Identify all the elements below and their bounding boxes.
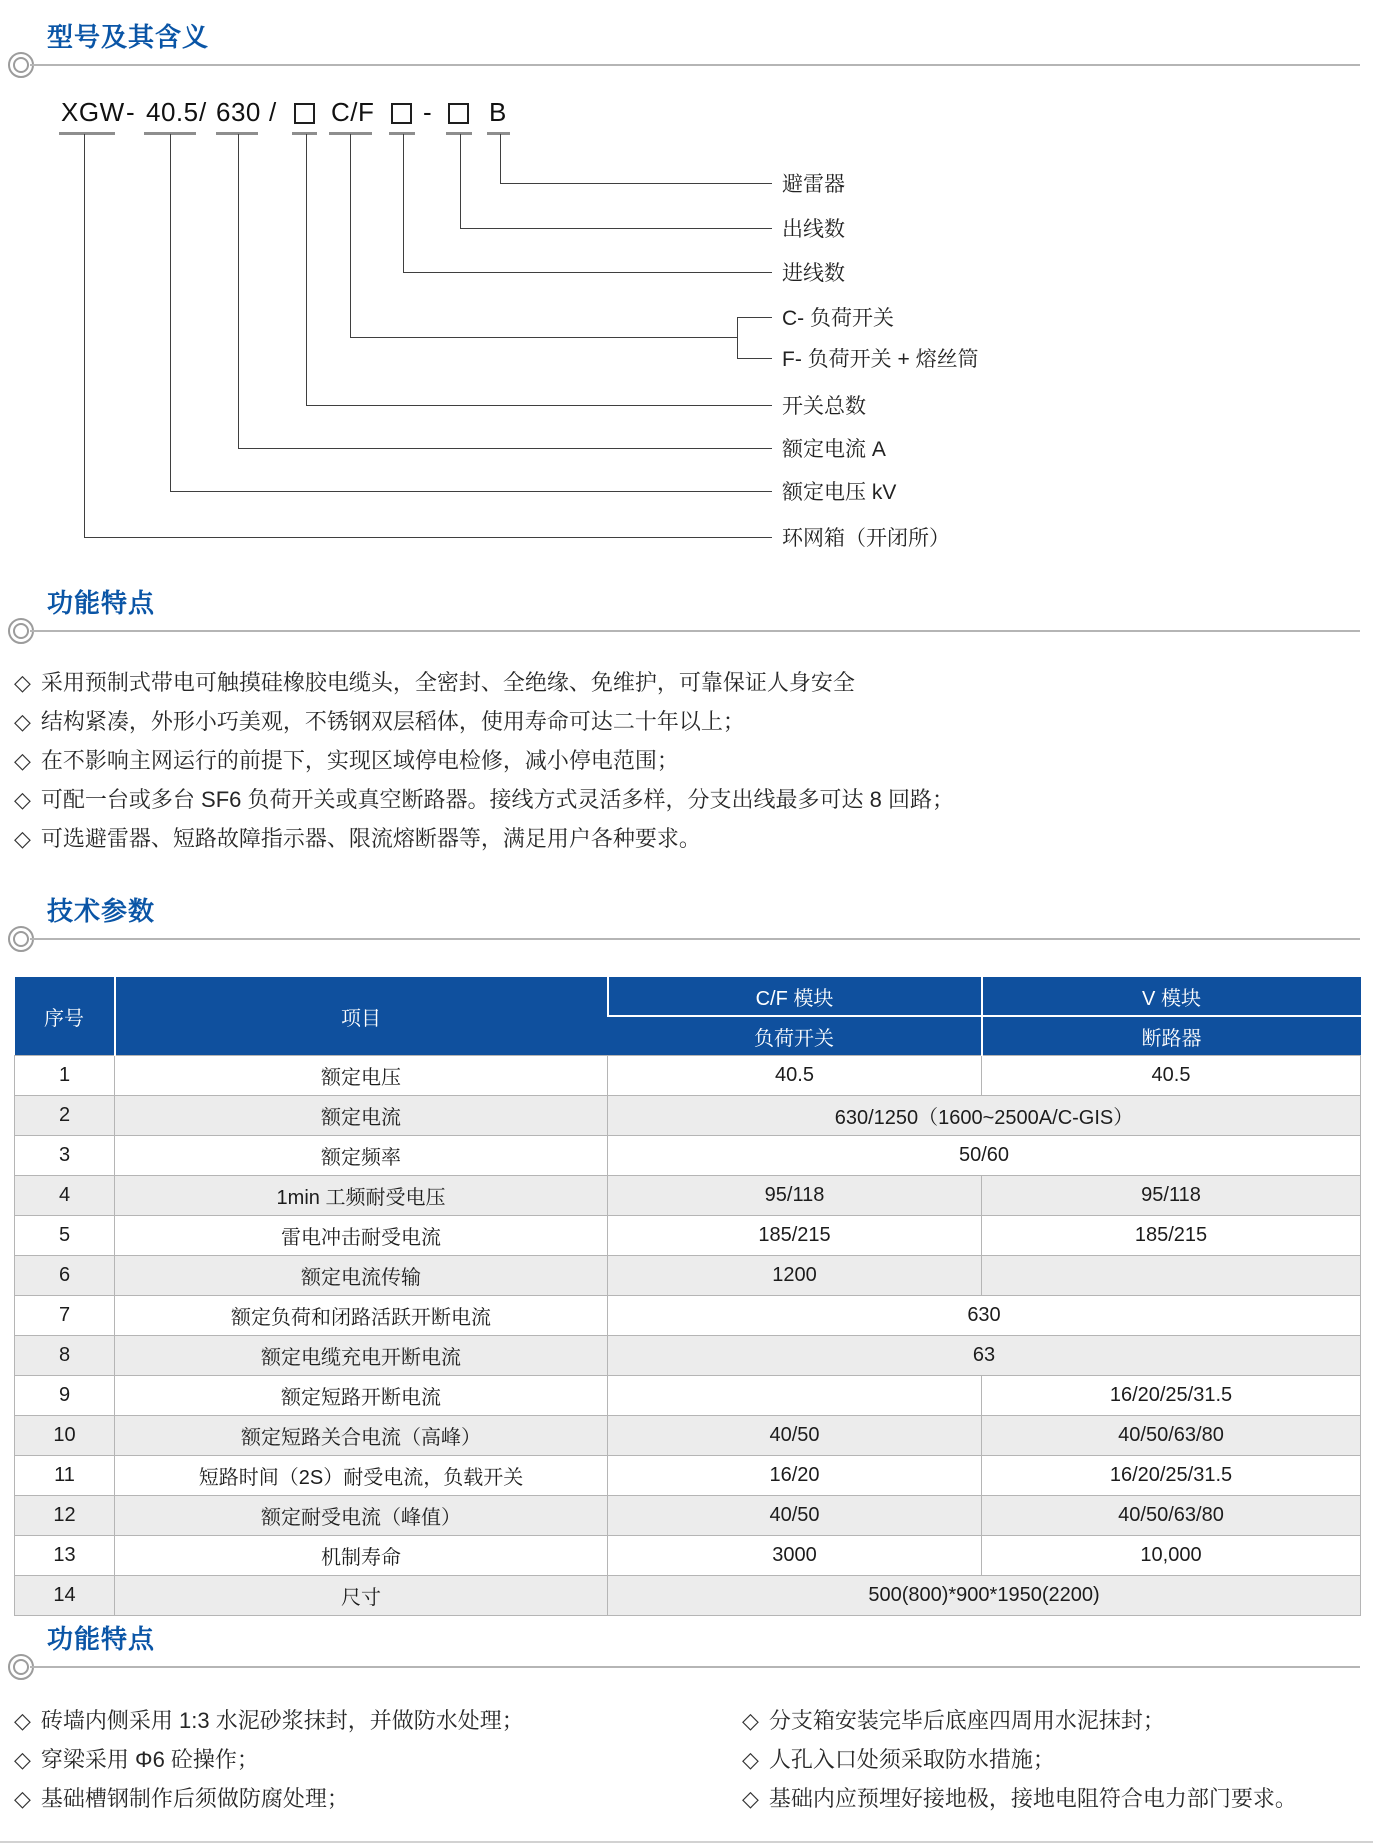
list-item (14, 702, 954, 741)
model-code-sep: - (423, 97, 433, 127)
diamond-bullet-icon: ◇ (14, 1786, 31, 1811)
box-placeholder-incoming (391, 103, 412, 124)
diagram-line (306, 134, 307, 405)
cell-item: 额定电压 (115, 1056, 608, 1096)
diamond-bullet-icon: ◇ (14, 709, 31, 734)
table-row (15, 1176, 1361, 1216)
diamond-bullet-icon: ◇ (14, 748, 31, 773)
cell-cf: 40/50 (608, 1416, 982, 1456)
col-header-cf-module: C/F 模块 (608, 977, 982, 1016)
cell-no: 4 (15, 1176, 115, 1216)
diagram-line (84, 134, 85, 537)
cell-v: 40/50/63/80 (982, 1496, 1361, 1536)
section-title: 技术参数 (47, 896, 156, 926)
diamond-bullet-icon: ◇ (14, 1747, 31, 1772)
cell-item: 额定电缆充电开断电流 (115, 1336, 608, 1376)
table-row (15, 1096, 1361, 1136)
feature-text: 分支箱安装完毕后底座四周用水泥抹封； (768, 1708, 1165, 1733)
cell-merged: 630 (608, 1296, 1361, 1336)
cell-v: 16/20/25/31.5 (982, 1456, 1361, 1496)
model-code-switch-type: C/F (331, 97, 375, 127)
diamond-bullet-icon: ◇ (14, 670, 31, 695)
diagram-line (500, 183, 772, 184)
cell-v (982, 1256, 1361, 1296)
cell-cf: 16/20 (608, 1456, 982, 1496)
section-features-top (0, 588, 1373, 644)
table-row (15, 1536, 1361, 1576)
list-item (14, 780, 954, 819)
cell-v: 40/50/63/80 (982, 1416, 1361, 1456)
feature-text: 采用预制式带电可触摸硅橡胶电缆头，全密封、全绝缘、免维护，可靠保证人身安全 (40, 670, 855, 695)
col-header-item: 项目 (115, 977, 608, 1056)
cell-item: 额定频率 (115, 1136, 608, 1176)
ring-inner-icon (13, 623, 29, 639)
feature-text: 可选避雷器、短路故障指示器、限流熔断器等，满足用户各种要求。 (40, 826, 701, 851)
features-top-list (14, 663, 954, 858)
box-placeholder-outgoing (448, 103, 469, 124)
code-underline (216, 132, 258, 135)
diagram-line (238, 134, 239, 448)
cell-no: 7 (15, 1296, 115, 1336)
section-divider (0, 926, 1373, 952)
divider-line (30, 1666, 1360, 1668)
cell-item: 额定耐受电流（峰值） (115, 1496, 608, 1536)
code-underline (389, 132, 415, 135)
diagram-line (306, 405, 772, 406)
table-row (15, 1376, 1361, 1416)
diagram-line (403, 134, 404, 272)
cell-cf: 3000 (608, 1536, 982, 1576)
list-item (14, 663, 954, 702)
diagram-line (403, 272, 772, 273)
cell-no: 6 (15, 1256, 115, 1296)
col-subheader-cf: 负荷开关 (608, 1016, 982, 1056)
diagram-line (737, 317, 772, 318)
diamond-bullet-icon: ◇ (14, 826, 31, 851)
feature-text: 在不影响主网运行的前提下，实现区域停电检修，减小停电范围； (40, 748, 679, 773)
code-underline (292, 132, 317, 135)
diagram-label-c-switch: C- 负荷开关 (782, 307, 894, 330)
model-code-voltage: 40.5 (146, 97, 199, 127)
cell-merged: 63 (608, 1336, 1361, 1376)
code-underline (59, 132, 115, 135)
diagram-label-arrester: 避雷器 (782, 173, 845, 196)
diamond-bullet-icon: ◇ (742, 1786, 759, 1811)
diamond-bullet-icon: ◇ (742, 1747, 759, 1772)
cell-cf: 40/50 (608, 1496, 982, 1536)
code-underline (446, 132, 472, 135)
cell-item: 额定电流传输 (115, 1256, 608, 1296)
table-row (15, 1496, 1361, 1536)
diagram-label-rated-current: 额定电流 A (782, 438, 886, 461)
list-item (14, 1740, 524, 1779)
table-header-row (15, 977, 1361, 1016)
cell-no: 5 (15, 1216, 115, 1256)
section-title: 功能特点 (47, 1624, 156, 1654)
diagram-bracket (737, 317, 738, 359)
cell-item: 1min 工频耐受电压 (115, 1176, 608, 1216)
feature-text: 人孔入口处须采取防水措施； (768, 1747, 1055, 1772)
feature-text: 结构紧凑，外形小巧美观，不锈钢双层稻体，使用寿命可达二十年以上； (40, 709, 745, 734)
diagram-line (350, 337, 737, 338)
cell-v: 40.5 (982, 1056, 1361, 1096)
cell-cf: 1200 (608, 1256, 982, 1296)
cell-cf: 40.5 (608, 1056, 982, 1096)
cell-item: 机制寿命 (115, 1536, 608, 1576)
box-placeholder-switch-total (294, 103, 315, 124)
cell-v: 10,000 (982, 1536, 1361, 1576)
cell-item: 额定负荷和闭路活跃开断电流 (115, 1296, 608, 1336)
table-row (15, 1576, 1361, 1616)
diagram-label-outgoing: 出线数 (782, 218, 845, 241)
cell-no: 8 (15, 1336, 115, 1376)
list-item (742, 1779, 1297, 1818)
diagram-label-f-switch: F- 负荷开关 + 熔丝筒 (782, 348, 979, 371)
features-bottom-left-list (14, 1701, 524, 1818)
cell-no: 11 (15, 1456, 115, 1496)
divider-line (30, 938, 1360, 940)
ring-inner-icon (13, 931, 29, 947)
table-row (15, 1296, 1361, 1336)
list-item (742, 1740, 1297, 1779)
diagram-label-ring-main-box: 环网箱（开闭所） (782, 527, 950, 550)
section-title: 功能特点 (47, 588, 156, 618)
divider-line (30, 630, 1360, 632)
cell-merged: 50/60 (608, 1136, 1361, 1176)
cell-v: 95/118 (982, 1176, 1361, 1216)
cell-no: 3 (15, 1136, 115, 1176)
diagram-line (84, 537, 772, 538)
list-item (14, 741, 954, 780)
model-code-sep: / (199, 97, 207, 127)
diagram-label-total-switches: 开关总数 (782, 395, 866, 418)
cell-merged: 630/1250（1600~2500A/C-GIS） (608, 1096, 1361, 1136)
section-divider (0, 1654, 1373, 1680)
table-row (15, 1056, 1361, 1096)
model-code-arrester-mark: B (489, 97, 507, 127)
table-row (15, 1216, 1361, 1256)
cell-no: 9 (15, 1376, 115, 1416)
cell-item: 雷电冲击耐受电流 (115, 1216, 608, 1256)
tech-params-table (14, 977, 1361, 1616)
model-code-sep: - (126, 97, 136, 127)
section-tech-params (0, 896, 1373, 952)
diagram-line (500, 134, 501, 183)
feature-text: 基础内应预埋好接地极，接地电阻符合电力部门要求。 (768, 1786, 1297, 1811)
feature-text: 砖墙内侧采用 1:3 水泥砂浆抹封，并做防水处理； (40, 1708, 524, 1733)
diamond-bullet-icon: ◇ (14, 787, 31, 812)
cell-cf: 95/118 (608, 1176, 982, 1216)
diagram-label-rated-voltage: 额定电压 kV (782, 481, 897, 504)
cell-no: 10 (15, 1416, 115, 1456)
cell-item: 额定短路关合电流（高峰） (115, 1416, 608, 1456)
model-code-current: 630 (216, 97, 261, 127)
cell-v: 16/20/25/31.5 (982, 1376, 1361, 1416)
list-item (14, 1701, 524, 1740)
col-subheader-v: 断路器 (982, 1016, 1361, 1056)
diagram-line (238, 448, 772, 449)
cell-no: 2 (15, 1096, 115, 1136)
diagram-line (460, 228, 772, 229)
cell-no: 1 (15, 1056, 115, 1096)
cell-no: 14 (15, 1576, 115, 1616)
ring-inner-icon (13, 1659, 29, 1675)
diagram-line (460, 134, 461, 228)
list-item (742, 1701, 1297, 1740)
diamond-bullet-icon: ◇ (742, 1708, 759, 1733)
feature-text: 可配一台或多台 SF6 负荷开关或真空断路器。接线方式灵活多样，分支出线最多可达 8 回路； (40, 787, 954, 812)
feature-text: 基础槽钢制作后须做防腐处理； (40, 1786, 349, 1811)
cell-no: 12 (15, 1496, 115, 1536)
cell-cf: 185/215 (608, 1216, 982, 1256)
list-item (14, 819, 954, 858)
table-row (15, 1256, 1361, 1296)
table-row (15, 1456, 1361, 1496)
diagram-line (350, 134, 351, 337)
cell-item: 额定短路开断电流 (115, 1376, 608, 1416)
diagram-line (170, 134, 171, 491)
feature-text: 穿梁采用 Φ6 砼操作； (40, 1747, 259, 1772)
cell-merged: 500(800)*900*1950(2200) (608, 1576, 1361, 1616)
cell-v: 185/215 (982, 1216, 1361, 1256)
diagram-label-incoming: 进线数 (782, 262, 845, 285)
cell-cf (608, 1376, 982, 1416)
code-underline (487, 132, 510, 135)
cell-item: 额定电流 (115, 1096, 608, 1136)
model-diagram (0, 0, 1373, 575)
list-item (14, 1779, 524, 1818)
cell-item: 短路时间（2S）耐受电流，负载开关 (115, 1456, 608, 1496)
cell-item: 尺寸 (115, 1576, 608, 1616)
cell-no: 13 (15, 1536, 115, 1576)
page-title: 型号及其含义 (47, 22, 210, 52)
col-header-v-module: V 模块 (982, 977, 1361, 1016)
page-bottom-rule (0, 1841, 1373, 1843)
section-divider (0, 618, 1373, 644)
table-row (15, 1336, 1361, 1376)
diagram-line (170, 491, 772, 492)
features-bottom-right-list (742, 1701, 1297, 1818)
table-row (15, 1416, 1361, 1456)
model-code-manufacturer: XGW (61, 97, 125, 127)
col-header-no: 序号 (15, 977, 115, 1056)
diagram-line (737, 358, 772, 359)
section-features-bottom (0, 1624, 1373, 1680)
model-code-sep: / (269, 97, 277, 127)
table-row (15, 1136, 1361, 1176)
diamond-bullet-icon: ◇ (14, 1708, 31, 1733)
